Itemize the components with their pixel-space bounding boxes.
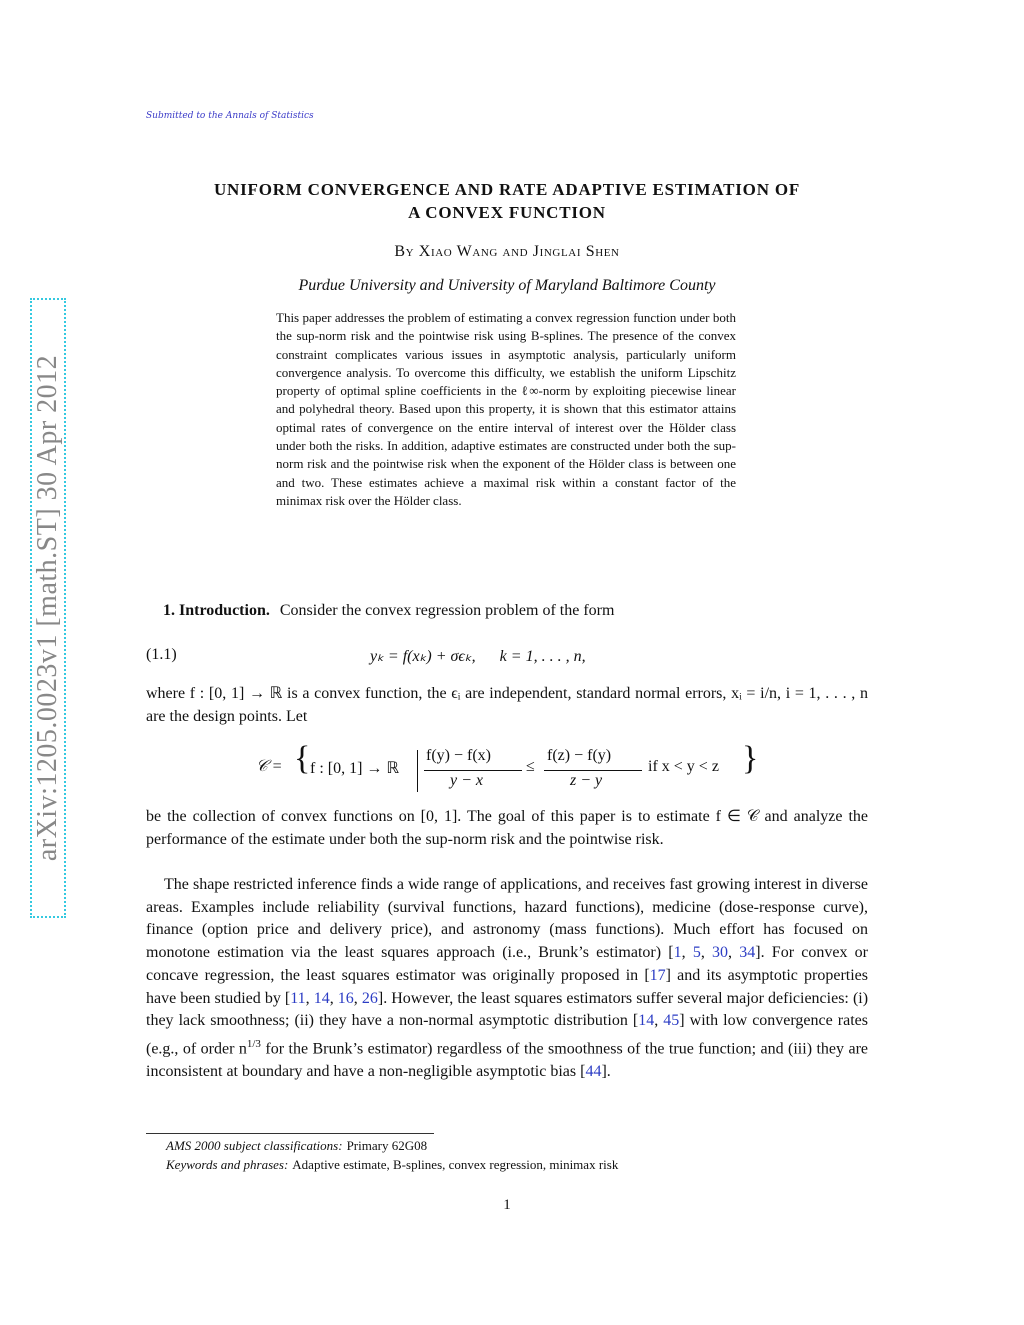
footnote-rule bbox=[146, 1133, 434, 1134]
exponent: 1/3 bbox=[246, 1037, 261, 1050]
equation-number: (1.1) bbox=[146, 646, 177, 663]
section-heading bbox=[163, 602, 614, 620]
leq-sign: ≤ bbox=[526, 758, 535, 775]
citation-link[interactable]: 45 bbox=[663, 1012, 680, 1030]
paper-title bbox=[146, 178, 868, 224]
para3-text-6: for the Brunk’s estimator) regardless of the smoothness of the true function; and (iii) they are inconsistent at boundary and have a non-negligible asymptotic bias [ bbox=[146, 1040, 868, 1080]
abstract: This paper addresses the problem of estimating a convex regression function under both the sup-norm risk and the pointwise risk using B-splines. The presence of the convex constraint complicates various issues in asymptotic analysis, particularly uniform convergence analysis. To overcome this difficulty, we establish the uniform Lipschitz property of optimal spline coefficients in the ℓ∞-norm by exploiting piecewise linear and polyhedral theory. Based upon this property, it is shown that this estimator attains optimal rates of convergence on the entire interval of interest over the Hölder class under both the risks. In addition, adaptive estimates are constructed under both the sup-norm risk and the pointwise risk when the exponent of the Hölder class is between one and two. These estimates achieve a maximal risk within a constant factor of the minimax risk over the Hölder class. bbox=[276, 310, 736, 508]
set-lhs: 𝒞 = bbox=[256, 758, 283, 775]
paragraph-1: where f : [0, 1] → ℝ is a convex function, the ϵᵢ are independent, standard normal errors, xᵢ = i/n, i = 1, . . . , n are the design points. Let bbox=[146, 685, 868, 725]
fraction-2-numerator: f(z) − f(y) bbox=[547, 747, 612, 764]
fraction-1-bar bbox=[424, 770, 522, 771]
para3-text-1: The shape restricted inference finds a wide range of applications, and receives fast growing interest in diverse areas. Examples include reliability (survival functions, hazard functions), medicine (dose-response curve), finance (option price and delivery price), and astronomy (mass functions). Much effort has focused on monotone estimation via the least squares approach (i.e., Brunk’s estimator) [ bbox=[146, 876, 868, 962]
set-condition: if x < y < z bbox=[648, 758, 719, 775]
citation-link[interactable]: 16 bbox=[337, 989, 354, 1007]
citation-link[interactable]: 11 bbox=[290, 989, 306, 1007]
equation-1-1: yₖ = f(xₖ) + σϵₖ, k = 1, . . . , n, bbox=[370, 648, 586, 665]
open-brace: { bbox=[294, 740, 311, 777]
fraction-1-denominator: y − x bbox=[450, 772, 483, 789]
para3-text-7: ]. bbox=[601, 1062, 611, 1080]
citation-link[interactable]: 26 bbox=[361, 989, 378, 1007]
affiliation: Purdue University and University of Maryland Baltimore County bbox=[298, 277, 716, 294]
section-lead: Consider the convex regression problem of the form bbox=[279, 602, 615, 619]
paragraph-2: be the collection of convex functions on [0, 1]. The goal of this paper is to estimate f ∈ 𝒞 and analyze the performance of the estimate under both the sup-norm risk and the pointwise risk. bbox=[146, 808, 868, 848]
fraction-2-bar bbox=[544, 770, 642, 771]
ams-label: AMS 2000 subject classifications: bbox=[166, 1138, 343, 1153]
para3-text-4: ]. However, the least squares estimators suffer several major deficiencies: (i) they lack smoothness; (ii) they have a non-normal asymptotic distribution [ bbox=[146, 989, 869, 1030]
set-divider bbox=[417, 750, 418, 792]
ams-value: Primary 62G08 bbox=[346, 1138, 428, 1153]
page-number: 1 bbox=[503, 1197, 511, 1213]
title-line-2: A CONVEX FUNCTION bbox=[408, 203, 606, 222]
citation-link[interactable]: 44 bbox=[585, 1062, 602, 1080]
convex-set-definition bbox=[256, 740, 776, 796]
para3-text-5: ] with low convergence rates (e.g., of order n bbox=[146, 1012, 868, 1058]
citation-link[interactable]: 14 bbox=[638, 1012, 655, 1030]
citation-link[interactable]: 34 bbox=[739, 944, 756, 962]
fraction-2-denominator: z − y bbox=[570, 772, 603, 789]
para3-text-2: ]. For convex or concave regression, the least squares estimator was originally proposed in [ bbox=[146, 944, 869, 984]
keywords-value: Adaptive estimate, B-splines, convex regression, minimax risk bbox=[292, 1157, 619, 1172]
footnote-ams bbox=[166, 1138, 427, 1154]
journal-header: Submitted to the Annals of Statistics bbox=[146, 111, 314, 121]
citation-link[interactable]: 5 bbox=[692, 944, 701, 962]
citation-link[interactable]: 17 bbox=[649, 966, 666, 984]
citation-link[interactable]: 30 bbox=[712, 944, 729, 962]
close-brace: } bbox=[742, 740, 759, 777]
arxiv-stamp[interactable] bbox=[30, 298, 66, 918]
authors: By Xiao Wang and Jinglai Shen bbox=[394, 243, 620, 260]
section-title: 1. Introduction. bbox=[163, 602, 270, 619]
title-line-1: UNIFORM CONVERGENCE AND RATE ADAPTIVE ESTIMATION OF bbox=[213, 180, 801, 199]
citation-link[interactable]: 14 bbox=[313, 989, 330, 1007]
set-domain: f : [0, 1] → ℝ bbox=[310, 760, 400, 777]
keywords-label: Keywords and phrases: bbox=[166, 1157, 289, 1172]
footnote-keywords bbox=[166, 1157, 618, 1173]
para3-text-3: ] and its asymptotic properties have been studied by [ bbox=[146, 966, 868, 1007]
paragraph-3: The shape restricted inference finds a wide range of applications, and receives fast growing interest in diverse areas. Examples include reliability (survival functions, hazard functions), medicine (dose-response curve), finance (option price and delivery price), and astronomy (mass functions). Much effort has focused on monotone estimation via the least squares approach (i.e., Brunk’s estimator) [1, 5, 30, 34]. For convex or concave regression, the least squares estimator was originally proposed in [17] and its asymptotic properties have been studied by [11, 14, 16, 26]. However, the least squares estimators suffer several major deficiencies: (i) they lack smoothness; (ii) they have a non-normal asymptotic distribution [14, 45] with low convergence rates (e.g., of order $n^{1/3}$ for the Brunk’s estimator) regardless of the smoothness of the true function; and (iii) they are inconsistent at boundary and have a non-negligible asymptotic bias [44]. bbox=[146, 876, 869, 1080]
citation-link[interactable]: 1 bbox=[673, 944, 682, 962]
arxiv-identifier: arXiv:1205.0023v1 [math.ST] 30 Apr 2012 bbox=[32, 354, 63, 862]
fraction-1-numerator: f(y) − f(x) bbox=[426, 747, 491, 764]
